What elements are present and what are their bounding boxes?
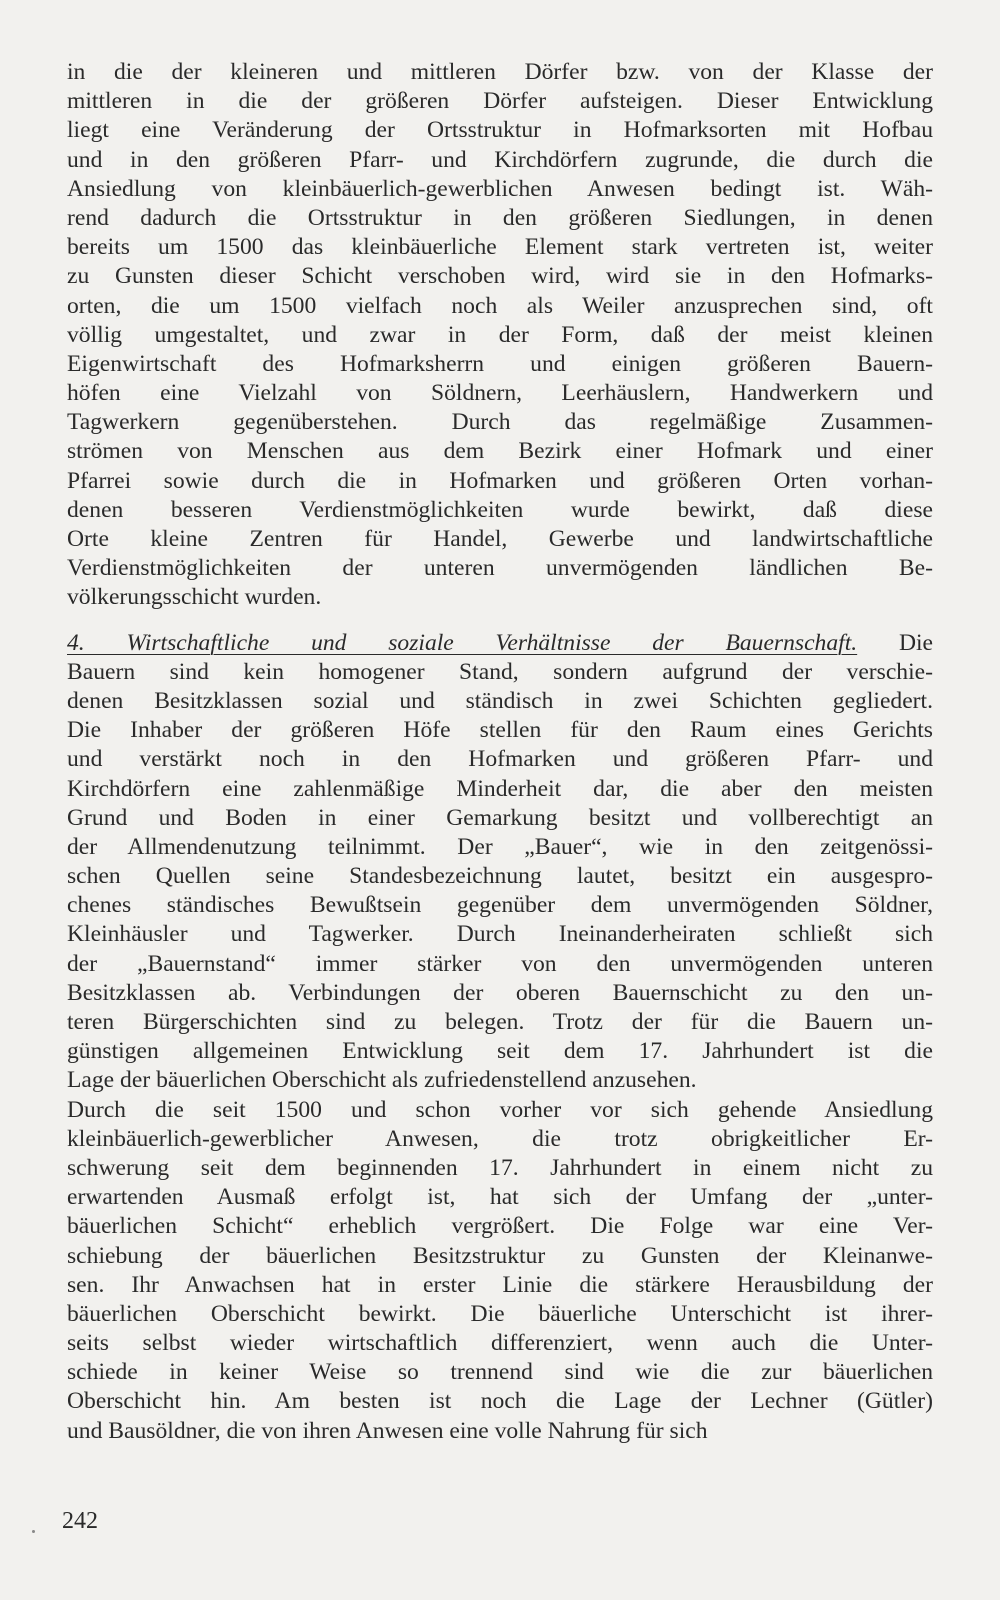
text-line: Durch die seit 1500 und schon vorher vor sich gehende Ansiedlung — [67, 1096, 933, 1123]
page-edge-mark — [32, 1530, 35, 1533]
paragraph-1 — [67, 58, 933, 613]
text-line: schwerung seit dem beginnenden 17. Jahrhundert in einem nicht zu — [67, 1154, 933, 1181]
page-number: 242 — [62, 1508, 98, 1534]
text-line: teren Bürgerschichten sind zu belegen. Trotz der für die Bauern un- — [67, 1009, 933, 1035]
text-line: Eigenwirtschaft des Hofmarksherrn und einigen größeren Bauern- — [67, 350, 933, 377]
text-line: denen Besitzklassen sozial und ständisch in zwei Schichten gegliedert. — [67, 687, 933, 714]
text-line: der Allmendenutzung teilnimmt. Der „Bauer“, wie in den zeitgenössi- — [67, 833, 933, 860]
text-line: mittleren in die der größeren Dörfer aufsteigen. Dieser Entwicklung — [67, 88, 933, 115]
text-line: sen. Ihr Anwachsen hat in erster Linie die stärkere Herausbildung der — [67, 1271, 933, 1298]
text-line: Orte kleine Zentren für Handel, Gewerbe und landwirtschaftliche — [67, 526, 933, 552]
text-line: chenes ständisches Bewußtsein gegenüber dem unvermögenden Söldner, — [67, 892, 933, 919]
text-line: und in den größeren Pfarr- und Kirchdörfern zugrunde, die durch die — [67, 146, 933, 173]
text-line: bäuerlichen Schicht“ erheblich vergrößert. Die Folge war eine Ver- — [67, 1213, 933, 1240]
text-line: der „Bauernstand“ immer stärker von den unvermögenden unteren — [67, 950, 933, 977]
text-line: Lage der bäuerlichen Oberschicht als zufriedenstellend anzusehen. — [67, 1067, 697, 1094]
text-line: Oberschicht hin. Am besten ist noch die Lage der Lechner (Gütler) — [67, 1388, 933, 1415]
text-line: zu Gunsten dieser Schicht verschoben wird, wird sie in den Hofmarks- — [67, 263, 933, 290]
paragraph-2 — [67, 629, 933, 1096]
text-line: Kleinhäusler und Tagwerker. Durch Ineinanderheiraten schließt sich — [67, 921, 933, 948]
text-line: Tagwerkern gegenüberstehen. Durch das regelmäßige Zusammen- — [67, 409, 933, 436]
text-line: völkerungsschicht wurden. — [67, 584, 322, 611]
text-line: bäuerlichen Oberschicht bewirkt. Die bäuerliche Unterschicht ist ihrer- — [67, 1300, 933, 1327]
text-line: Besitzklassen ab. Verbindungen der oberen Bauernschicht zu den un- — [67, 979, 933, 1006]
text-line: seits selbst wieder wirtschaftlich differenziert, wenn auch die Unter- — [67, 1330, 933, 1357]
text-line: orten, die um 1500 vielfach noch als Weiler anzusprechen sind, oft — [67, 292, 933, 319]
text-line: Ansiedlung von kleinbäuerlich-gewerblichen Anwesen bedingt ist. Wäh- — [67, 175, 933, 202]
text-line: schen Quellen seine Standesbezeichnung lautet, besitzt ein ausgespro- — [67, 863, 933, 890]
text-line: strömen von Menschen aus dem Bezirk einer Hofmark und einer — [67, 438, 933, 465]
text-line: schiede in keiner Weise so trennend sind wie die zur bäuerlichen — [67, 1359, 933, 1386]
paragraph-3 — [67, 1096, 933, 1446]
text-line: in die der kleineren und mittleren Dörfer bzw. von der Klasse der — [67, 59, 933, 85]
text-line: und verstärkt noch in den Hofmarken und größeren Pfarr- und — [67, 746, 933, 773]
text-line: kleinbäuerlich-gewerblicher Anwesen, die trotz obrigkeitlicher Er- — [67, 1125, 933, 1152]
text-line: Grund und Boden in einer Gemarkung besitzt und vollberechtigt an — [67, 804, 933, 831]
text-line: erwartenden Ausmaß erfolgt ist, hat sich der Umfang der „unter- — [67, 1184, 933, 1211]
section-heading-line — [67, 629, 933, 658]
text-line: Pfarrei sowie durch die in Hofmarken und größeren Orten vorhan- — [67, 467, 933, 494]
text-line: denen besseren Verdienstmöglichkeiten wurde bewirkt, daß diese — [67, 496, 933, 523]
text-line: schiebung der bäuerlichen Besitzstruktur zu Gunsten der Kleinanwe- — [67, 1242, 933, 1269]
body-text — [67, 58, 933, 1446]
text-line: liegt eine Veränderung der Ortsstruktur in Hofmarksorten mit Hofbau — [67, 117, 933, 144]
text-line: Bauern sind kein homogener Stand, sondern aufgrund der verschie- — [67, 658, 933, 685]
text-line: rend dadurch die Ortsstruktur in den größeren Siedlungen, in denen — [67, 204, 933, 231]
text-line: völlig umgestaltet, und zwar in der Form, daß der meist kleinen — [67, 321, 933, 348]
text-line: bereits um 1500 das kleinbäuerliche Element stark vertreten ist, weiter — [67, 234, 933, 261]
text-line: Die Inhaber der größeren Höfe stellen für den Raum eines Gerichts — [67, 717, 933, 744]
text-line: Kirchdörfern eine zahlenmäßige Minderheit dar, die aber den meisten — [67, 775, 933, 802]
text-line: und Bausöldner, die von ihren Anwesen eine volle Nahrung für sich — [67, 1417, 708, 1444]
section-heading-tail: Die — [857, 629, 934, 656]
text-line: höfen eine Vielzahl von Söldnern, Leerhäuslern, Handwerkern und — [67, 380, 933, 407]
section-heading: 4. Wirtschaftliche und soziale Verhältnisse der Bauernschaft. — [67, 629, 858, 656]
text-line: Verdienstmöglichkeiten der unteren unvermögenden ländlichen Be- — [67, 555, 933, 582]
text-line: günstigen allgemeinen Entwicklung seit dem 17. Jahrhundert ist die — [67, 1038, 933, 1065]
